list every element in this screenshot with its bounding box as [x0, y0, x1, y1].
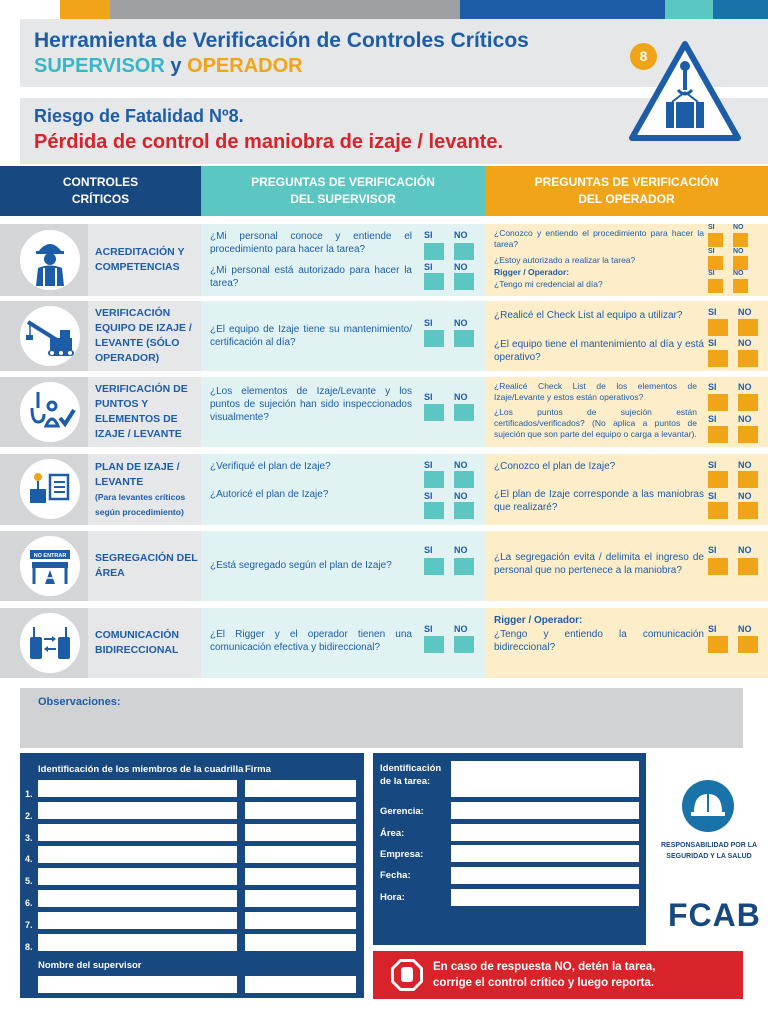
no-checkbox[interactable]: [733, 279, 748, 293]
si-label: SI: [424, 491, 433, 501]
si-checkbox[interactable]: [708, 636, 728, 653]
no-checkbox[interactable]: [738, 426, 758, 443]
si-checkbox[interactable]: [424, 273, 444, 290]
control-row-acreditacion: [0, 224, 768, 296]
barrier-icon: [17, 533, 83, 599]
area-label: Área:: [380, 828, 405, 839]
supervisor-question: ¿El equipo de Izaje tiene su mantenimiento/ certificación al día?: [210, 324, 412, 348]
si-label: SI: [708, 270, 715, 277]
operator-questions: [485, 608, 768, 678]
si-checkbox[interactable]: [708, 426, 728, 443]
operator-questions: [485, 377, 768, 447]
crew-header: Identificación de los miembros de la cuadrilla: [38, 764, 244, 775]
control-label-text: PLAN DE IZAJE / LEVANTE: [95, 460, 180, 488]
document-subtitle: [34, 55, 303, 78]
si-label: SI: [708, 545, 717, 555]
hora-field[interactable]: [451, 889, 639, 906]
no-label: NO: [454, 545, 468, 555]
supervisor-questions: [201, 377, 485, 447]
crew-name-field[interactable]: [38, 802, 237, 819]
fcab-logo: FCAB: [668, 897, 761, 933]
si-label: SI: [424, 318, 433, 328]
no-checkbox[interactable]: [738, 350, 758, 367]
control-label-text: ACREDITACIÓN Y COMPETENCIAS: [95, 246, 185, 273]
operator-header-prefix: DEL: [578, 192, 606, 206]
crew-name-field[interactable]: [38, 780, 237, 797]
signature-header: Firma: [245, 764, 271, 775]
operador-word: OPERADOR: [187, 55, 303, 77]
no-label: NO: [733, 270, 744, 277]
risk-name: Pérdida de control de maniobra de izaje / levante.: [34, 131, 504, 153]
si-label: SI: [424, 230, 433, 240]
si-label: SI: [708, 307, 717, 317]
document-title: Herramienta de Verificación de Controles Críticos: [34, 29, 529, 52]
si-checkbox[interactable]: [708, 233, 723, 247]
operator-role: Rigger / Operador:: [494, 267, 570, 277]
crew-name-field[interactable]: [38, 934, 237, 951]
si-checkbox[interactable]: [424, 502, 444, 519]
helmet-icon: [682, 780, 734, 832]
crew-name-field[interactable]: [38, 846, 237, 863]
stop-line2: corrige el control crítico y luego reporta.: [433, 977, 655, 989]
controls-header-line2: CRÍTICOS: [71, 192, 130, 206]
hook-check-icon: [17, 379, 83, 445]
responsibility-text: [655, 840, 763, 862]
control-label-text: VERIFICACIÓN EQUIPO DE IZAJE / LEVANTE (SÓLO OPERADOR): [95, 307, 192, 364]
si-checkbox[interactable]: [708, 350, 728, 367]
no-label: NO: [454, 460, 468, 470]
crew-number: 1.: [25, 789, 33, 799]
operator-question: ¿Conozco el plan de Izaje?: [494, 461, 616, 472]
risk-number: Riesgo de Fatalidad Nº8.: [34, 106, 244, 126]
column-header-operator: [485, 166, 768, 216]
crew-signature-field[interactable]: [245, 890, 356, 907]
no-checkbox[interactable]: [738, 394, 758, 411]
operator-role: Rigger / Operador:: [494, 615, 583, 626]
no-label: NO: [738, 307, 752, 317]
no-checkbox[interactable]: [454, 404, 474, 421]
si-checkbox[interactable]: [424, 330, 444, 347]
no-label: NO: [738, 624, 752, 634]
operator-header-line1: PREGUNTAS DE VERIFICACIÓN: [534, 175, 719, 189]
no-checkbox[interactable]: [733, 233, 748, 247]
si-checkbox[interactable]: [708, 558, 728, 575]
task-identification-panel: [373, 753, 646, 945]
control-label: [88, 454, 201, 525]
si-label: SI: [424, 545, 433, 555]
crew-number: 6.: [25, 898, 33, 908]
operator-question: ¿Realicé Check List de los elementos de Izaje/Levante y estos están operativos?: [494, 381, 697, 402]
crew-signature-field[interactable]: [245, 824, 356, 841]
no-label: NO: [454, 491, 468, 501]
no-checkbox[interactable]: [454, 471, 474, 488]
no-checkbox[interactable]: [738, 502, 758, 519]
supervisor-header-line1: PREGUNTAS DE VERIFICACIÓN: [251, 175, 435, 189]
empresa-field[interactable]: [451, 845, 639, 862]
barrier-sign-text: NO ENTRAR: [33, 553, 67, 559]
supervisor-questions: [201, 531, 485, 601]
supervisor-questions: [201, 608, 485, 678]
operator-question: ¿La segregación evita / delimita el ingreso de personal que no pertenece a la maniobra?: [494, 552, 704, 576]
supervisor-header-prefix: DEL: [290, 192, 318, 206]
crew-number: 8.: [25, 942, 33, 952]
y-word: y: [170, 55, 182, 77]
no-checkbox[interactable]: [454, 243, 474, 260]
crew-name-field[interactable]: [38, 868, 237, 885]
control-label-text: COMUNICACIÓN BIDIRECCIONAL: [95, 629, 179, 656]
empresa-label: Empresa:: [380, 849, 424, 860]
supervisor-questions: [201, 224, 485, 296]
radio-icon: [17, 610, 83, 676]
fecha-label: Fecha:: [380, 870, 411, 881]
si-label: SI: [424, 262, 433, 272]
no-label: NO: [738, 382, 752, 392]
crew-signature-field[interactable]: [245, 780, 356, 797]
crew-number: 4.: [25, 854, 33, 864]
control-label-text: VERIFICACIÓN DE PUNTOS Y ELEMENTOS DE IZAJE / LEVANTE: [95, 383, 188, 440]
gerencia-label: Gerencia:: [380, 806, 424, 817]
no-label: NO: [733, 224, 744, 231]
si-checkbox[interactable]: [424, 471, 444, 488]
operator-question: ¿Realicé el Check List al equipo a utilizar?: [494, 310, 683, 321]
control-row-comunicacion: [0, 608, 768, 678]
supervisor-question: ¿Mi personal está autorizado para hacer la tarea?: [210, 265, 412, 289]
no-checkbox[interactable]: [738, 319, 758, 336]
supervisor-question: ¿El Rigger y el operador tienen una comunicación efectiva y bidireccional?: [210, 629, 412, 653]
control-label: [88, 531, 201, 601]
gerencia-field[interactable]: [451, 802, 639, 819]
control-row-equipo: [0, 301, 768, 371]
si-checkbox[interactable]: [708, 471, 728, 488]
supervisor-header-word: SUPERVISOR: [317, 192, 396, 206]
risk-badge: 8: [630, 43, 657, 70]
crew-signature-field[interactable]: [245, 934, 356, 951]
operator-question: ¿Tengo mi credencial al día?: [494, 279, 603, 289]
no-label: NO: [454, 392, 468, 402]
operator-question: ¿Los puntos de sujeción están certificados/verificados? (No aplica a puntos de sujeción que son parte del equipo o carga a levantar).: [494, 407, 697, 439]
control-row-puntos: [0, 377, 768, 447]
responsibility-line2: SEGURIDAD Y LA SALUD: [666, 853, 752, 860]
si-checkbox[interactable]: [424, 404, 444, 421]
control-label: [88, 224, 201, 296]
no-label: NO: [454, 262, 468, 272]
no-checkbox[interactable]: [733, 256, 748, 270]
crew-number: 5.: [25, 876, 33, 886]
column-header-supervisor: [201, 166, 485, 216]
si-checkbox[interactable]: [708, 256, 723, 270]
si-label: SI: [708, 338, 717, 348]
no-label: NO: [454, 624, 468, 634]
si-label: SI: [708, 624, 717, 634]
stop-line1: En caso de respuesta NO, detén la tarea,: [433, 961, 656, 973]
no-label: NO: [738, 460, 752, 470]
si-label: SI: [424, 624, 433, 634]
control-label-note: (Para levantes críticos según procedimiento): [95, 491, 186, 517]
worker-icon: [17, 227, 83, 293]
crew-signature-field[interactable]: [245, 912, 356, 929]
no-label: NO: [738, 545, 752, 555]
stop-hand-icon: [390, 958, 424, 992]
si-checkbox[interactable]: [708, 502, 728, 519]
si-label: SI: [708, 248, 715, 255]
operator-questions: [485, 224, 768, 296]
operator-questions: [485, 531, 768, 601]
operator-question: ¿El plan de Izaje corresponde a las maniobras que realizaré?: [494, 489, 704, 513]
no-label: NO: [454, 318, 468, 328]
operator-question: ¿El equipo tiene el mantenimiento al día y está operativo?: [494, 339, 704, 363]
no-checkbox[interactable]: [738, 636, 758, 653]
supervisor-questions: [201, 454, 485, 525]
si-label: SI: [708, 460, 717, 470]
no-label: NO: [454, 230, 468, 240]
crew-identification-panel: [20, 753, 364, 998]
crew-name-field[interactable]: [38, 824, 237, 841]
crew-number: 3.: [25, 833, 33, 843]
supervisor-signature-field[interactable]: [245, 976, 356, 993]
control-label-text: SEGREGACIÓN DEL ÁREA: [95, 552, 198, 579]
responsibility-line1: RESPONSABILIDAD POR LA: [660, 842, 758, 849]
supervisor-name-field[interactable]: [38, 976, 237, 993]
no-checkbox[interactable]: [454, 636, 474, 653]
crew-number: 7.: [25, 920, 33, 930]
area-field[interactable]: [451, 824, 639, 841]
controls-header-line1: CONTROLES: [62, 175, 139, 189]
supervisor-question: ¿Verifiqué el plan de Izaje?: [210, 461, 331, 472]
operator-header-word: OPERADOR: [605, 192, 675, 206]
crew-signature-field[interactable]: [245, 802, 356, 819]
supervisor-question: ¿Mi personal conoce y entiende el procedimiento para hacer la tarea?: [210, 231, 412, 255]
column-header-controls: [0, 166, 201, 216]
supervisor-question: ¿Está segregado según el plan de Izaje?: [210, 560, 392, 571]
operator-questions: [485, 301, 768, 371]
operator-question: ¿Tengo y entiendo la comunicación bidireccional?: [494, 629, 704, 653]
supervisor-question: ¿Los elementos de Izaje/Levante y los puntos de sujeción han sido inspeccionados visualmente?: [210, 386, 412, 423]
operator-question: ¿Conozco y entiendo el procedimiento para hacer la tarea?: [494, 228, 704, 249]
si-checkbox[interactable]: [424, 243, 444, 260]
control-label: [88, 301, 201, 371]
task-id-label: Identificación de la tarea:: [380, 763, 442, 787]
si-checkbox[interactable]: [708, 394, 728, 411]
no-label: NO: [733, 248, 744, 255]
crew-signature-field[interactable]: [245, 868, 356, 885]
observations-label: Observaciones:: [38, 696, 121, 708]
crew-number: 2.: [25, 811, 33, 821]
stop-warning-banner: [373, 951, 743, 999]
no-checkbox[interactable]: [454, 330, 474, 347]
operator-questions: [485, 454, 768, 525]
task-id-field[interactable]: [451, 761, 639, 797]
crew-name-field[interactable]: [38, 890, 237, 907]
supervisor-word: SUPERVISOR: [34, 55, 165, 77]
si-label: SI: [708, 414, 717, 424]
si-checkbox[interactable]: [708, 279, 723, 293]
supervisor-name-label: Nombre del supervisor: [38, 960, 142, 971]
control-row-plan: [0, 454, 768, 525]
control-label: [88, 608, 201, 678]
si-checkbox[interactable]: [424, 636, 444, 653]
hora-label: Hora:: [380, 892, 405, 903]
no-checkbox[interactable]: [454, 558, 474, 575]
si-checkbox[interactable]: [424, 558, 444, 575]
si-checkbox[interactable]: [708, 319, 728, 336]
si-label: SI: [424, 392, 433, 402]
si-label: SI: [708, 491, 717, 501]
si-label: SI: [708, 382, 717, 392]
si-label: SI: [424, 460, 433, 470]
crew-signature-field[interactable]: [245, 846, 356, 863]
no-checkbox[interactable]: [738, 558, 758, 575]
lift-plan-icon: [17, 456, 83, 522]
no-checkbox[interactable]: [454, 273, 474, 290]
no-label: NO: [738, 338, 752, 348]
no-label: NO: [738, 414, 752, 424]
supervisor-questions: [201, 301, 485, 371]
fecha-field[interactable]: [451, 867, 639, 884]
supervisor-question: ¿Autoricé el plan de Izaje?: [210, 489, 329, 500]
crew-name-field[interactable]: [38, 912, 237, 929]
crane-icon: [17, 303, 83, 369]
stop-warning-text: [433, 959, 655, 991]
control-row-segregacion: [0, 531, 768, 601]
no-checkbox[interactable]: [738, 471, 758, 488]
no-label: NO: [738, 491, 752, 501]
lifting-hazard-icon: [628, 38, 742, 146]
operator-question: ¿Estoy autorizado a realizar la tarea?: [494, 255, 636, 265]
no-checkbox[interactable]: [454, 502, 474, 519]
top-color-strip: [0, 0, 768, 19]
control-label: [88, 377, 201, 447]
si-label: SI: [708, 224, 715, 231]
observations-field[interactable]: [20, 688, 743, 748]
